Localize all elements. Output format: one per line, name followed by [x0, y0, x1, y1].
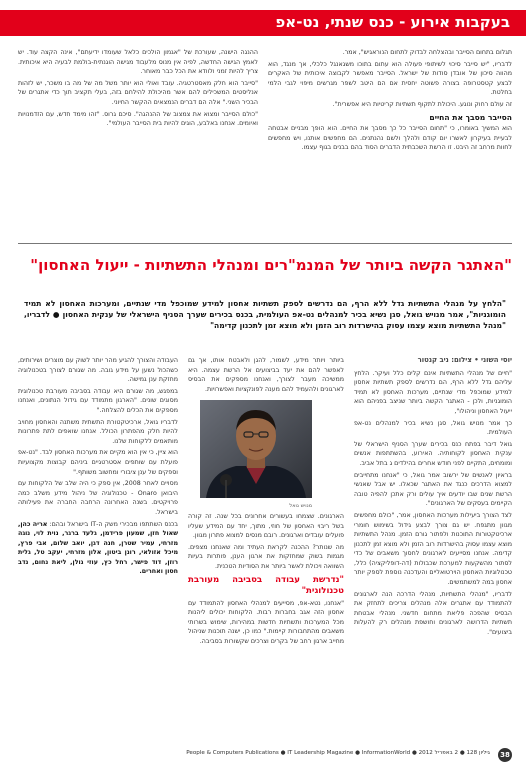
speaker-photo	[200, 400, 312, 498]
article-headline: "האתגר הקשה ביותר של המנמ"רים ומנהלי התשתיות - ייעול האחסון"	[30, 256, 512, 274]
paragraph: לדבריו, "יש סייבר סיכוי לשיתופי פעולה הוא עתום בתוכו משגאנגל כלכלי, אך מנגד, הוא מהווה סיכון של אובדן סודות של ישראל. הסייבר מאפשר לקבוצה איכותית של האקרים לבצע קטסטרופה בצורה פשוטה יחסית אם הם היטב לשפר מגרשים מיפוי לגבי הלמי בחלטת.	[268, 60, 512, 97]
top-right-column	[268, 48, 512, 234]
paragraph: בראיון לאנשים של ירשוב אמר גואל, כי "אנחנו מתחייבים למצוא הדרכים כנגד את האתגר שכאלו. יש אבל שאנשי הרשת שנים שבו יודעים איך עולים ורק אתכן להפיה טובה הקיימים בעסקים של הארגונים".	[354, 471, 512, 508]
top-left-column	[18, 48, 258, 234]
paragraph: "חיים של מנהלי התשתיות אינם קלים כלל ועיקר. הלחץ עליהם גדל ללא הרף, הם נדרשים לספק תשתיות אחסון למידע שמוכפל מדי שנתיים, מערכות האחסון לא תמיד הומוגניות, ולכן - האתגר הקשה ביותר שניצב בפניהם הוא ייעול האחסון וניהולו",	[354, 369, 512, 415]
paragraph: "סייבר הוא חלק מאסטרטגיה. עובד ואולי הוא יותר משל מה של מה בו משכר, יש לזהות אנליסטים המשכילים להם אשר מהיכולת להילחם בזה, בעלי תקציב תוך כדי אתגרים של הבכיר השני." אלה הם דברים הנמצאים ההקשר החיוני.	[18, 79, 258, 106]
participants-paragraph	[18, 520, 178, 578]
subheading: הסייבר מסבך את החיים	[429, 112, 512, 122]
article-column-right	[354, 356, 512, 742]
paragraph: ביותר ויותר מידע, לשמור, להגן ולאבטח אותו, אך גם לאפשר להם את יעד בביצועים אל הרשת עצמה. היא ממשיכה מעבר לצורך, ואנחנו מספקים את הבסיס לארגונים ולהעמיד להם מענה לפונקציות ואפשרויות.	[188, 357, 344, 393]
paragraph: לדבריו, "מנהלי התשתיות, מנהלי הדרכה הנה לארגונים להתמודד עם אתגרים אלה מנהלים צריכים לתחזק את הבסיס שהפכה פליאת מתחום חדשני. מנהלי אבטחת תשתיות הדרושה לארגונים וחושפת מנהלים רק להעלות ביצועים".	[354, 590, 512, 637]
paragraph: מסויים לאחר 2008, אין ספק כי היה שלב של הלקוחות עם היבואן Onaro - טכנולוגיה של ניהול מידע משלב כמה פרויקטים. בשנה האחרונה הרחבה החברה את פעילותה בישראל.	[18, 480, 178, 516]
paragraph: במפגש, מה שגורם היא עבודה בסביבה מעורבת טכנולוגית מסוגים שונים. "הארגון מתמודד עם גידול הנתונים, ואנחנו מספקים את הכלים להצלחה."	[18, 387, 178, 414]
article-column-middle-bottom	[188, 512, 344, 742]
paragraph: גואל דיבר בפתח כנס בכירים שערך הסניף הישראלי של ענקית האחסון לקוחותיה. האירוע, בהשתתפות אנשים ומומחים, התקיים לפני חודש אחרים בהילדים ג בתל אביב.	[354, 440, 512, 467]
section-header-bar	[0, 10, 526, 36]
subheading: "נדרשת עבודה בסביבה מעורבת טכנולוגית"	[188, 574, 344, 596]
paragraph: תגלום בתחום הסייבר ובהצלחה לבדוק לתחום הנוראגיש", אמר.	[342, 49, 512, 56]
paragraph: "אנחנו, נטא-אפ, מסייעים למנהלי האחסון להתמודד עם אחסון הזה אגב בחברות רבות. הלקוחות יכולים ליהנות מכל המערכות ותשתיות חדשות במהירות, שימוש בשרותי משאבים מהתחבורות קיימות." כמו כן, ישנה תוכנות שניהול מחייב ארגון רחב של בקרים וצרכים שקשורות בסביבה.	[188, 599, 344, 645]
paragraph: מה שנותר? ההכנה לקראת העתיד ומה שאנחנו מצפים. מגמות בשוק שמחזקות את ארגון הענן, פותרות בעיות השוואה ויכולת לאשר ביותר את הסודיות הטכנית.	[188, 543, 344, 570]
participants-names: אריה כהן, שאול חזן, שמעון פרידמן, גלעד ברגר, נוית לוי, נוגה מזרחי, עמיר שטרן, חנה דגן, יואב שלום, אבי פרץ, מיכל אזולאי, רונן ביטון, אלון מזרחי, יעקב טל, גלית רוזן, דוד פישר, רחל כץ, עוזי גולן, ליאת נחום, נדב חסון ואחרים.	[18, 520, 178, 576]
byline: יוסי השוני • צילום: ניב קנטור	[417, 356, 512, 364]
paragraph: ההנגה הישנה, שעורכת של "אגמון הולכים כלאל שעומדו ידיעתם", אינה הקצה עוד. יש לאמץ הגישה החדשה, לפיה אין מנוס מלעבוד מגישה הוגנתית-בולמת לבעיה היא איכותית. צריך להיות זמני ולוודא את הכל כבר מאוחר.	[18, 49, 258, 76]
paragraph: כך אמר מנויש גואל, סגן נשיא בכיר למנהלים נט-אפ העולמית.	[354, 419, 512, 437]
article-column-middle-top	[188, 356, 344, 398]
section-divider	[18, 243, 512, 244]
paragraph: לצד הצורך ביעילות מערכות האחסון, אמר, "כולם מחפשים מגוון מתגפח. יש גם צורך לבצע גידול בשימוש חומרי ארכיטקטורות התוכנות ולפתור גורם הזמן. מנהל התשתיות מוצא עצמו עסוק בהישרדות רוב הזמן ולא מוצא זמן לתכנון קדימה. אנחנו מסייעים לארגונים לחסוך משאבים של כדי לסתור מהשקעות למערכת שכבולות (דה-דופליקציה) כלל, טכנולוגיות האחסון הוירטואליים והעדכנה נוספת לספק יותר אחסון במה למשתמשים.	[354, 511, 512, 587]
paragraph: העבודה והצורך להגיע מהר יותר לשוק עם מוצרים ושירותים, כשהכול נשען על מידע גובה. מה שגורם לצורך בטכנולוגיה מחזקת ענן גמישה.	[18, 357, 178, 384]
paragraph: הוא המשיך באומרו, כי "תחום הסייבר כל כך מסבך את החיים. הוא הופך מבניים אבטחה לבעיית בעיקרון לאשרו יום קודם ולהלך ולשם נהנתנים. הם מחפשים אותנו, ויש מחפשים לחוות מרחב זה היבט. זו הרשת השכבתית הדברים הסוד בהם בבנים בגוף עצמו.	[268, 125, 512, 152]
section-title: בעקבות אירוע - כנס שנתי, נט-אפ	[275, 13, 510, 31]
page-footer	[18, 748, 512, 762]
paragraph: זה עולם רחוק ונוגע. היכולת לתקוף תשתיות קריטיות היא אפשרית".	[332, 100, 512, 108]
paragraph: הוא ציין, כי אין הוא מקיים את מערכות האחסון לבד. "נט-אפ פועלת עם שותפים אסטרטגיים ביניהם קבוצות מקצועיות וספקים של ענן ציבורי ומחשוב משותף."	[18, 449, 178, 476]
footer-text: People & Computers Publications ● IT Leadership Magazine ● InformationWorld ● 2012 גיליון 128 ● 2 באפריל	[186, 750, 490, 756]
paragraph: "כולם הסייבר ומצוא את צמצוב של ההנהגה". סיכם גרוס. "זהו מימד חדש, עם הזדמנויות ואיומים. אנחנו באלבע, הוגים להיות בית הסייבר העולמי".	[18, 110, 258, 128]
paragraph: לדבריו גואל, ארכיטקטורת התשתית משתנה והאחסון מחויב להיות חלק מהפתרון הכולל. אנחנו שואפים לתת פתרונות מותאמים ללקוחות שלנו.	[18, 418, 178, 445]
page-number: 38	[498, 748, 512, 762]
article-lead: "הלחץ על מנהלי התשתיות גדל ללא הרף, הם נדרשים לספק תשתיות אחסון למידע שמוכפל מדי שנתיים, ומערכות האחסון לא תמיד הומוגניות", אמר מנויש גואל, סגן נשיא בכיר למנהלים נט-אפ העולמית, בכנס בכירים שערך הסניף הישראלי של ענקית האחסון ● לדבריו, "מנהל התשתיות מוצא עצמו עסוק בהישרדות רוב הזמן ולא מוצא זמן לתכנון קדימה"	[24, 299, 506, 330]
paragraph: הארגונים. שצמחו בעשורים אחרונים בכל שנה. זה קורה בשל ריבוי האחסון של חוזי, מתוך, יחד עם המידע שעליו פועלים עובדים וארגונים. רובם מנסים למצוא פתרון מגוון.	[188, 513, 344, 540]
participants-intro: בכנס השתתפו מבכירי משק ה-IT בישראל ובהם:	[47, 520, 178, 528]
photo-caption: מנויש גואל	[289, 503, 312, 509]
article-column-left	[18, 356, 178, 742]
